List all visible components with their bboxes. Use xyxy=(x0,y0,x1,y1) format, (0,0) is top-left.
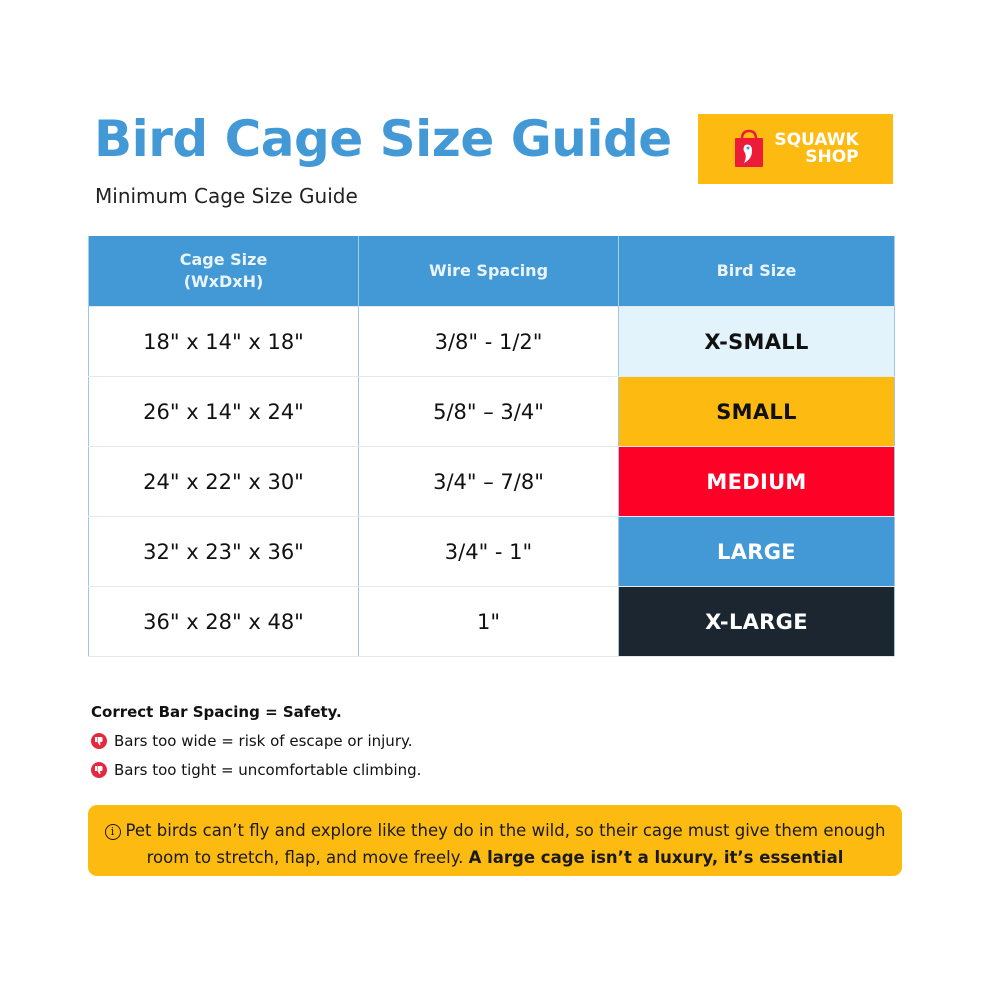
safety-notes xyxy=(91,703,421,788)
logo-line-1: SQUAWK xyxy=(774,130,859,150)
page-subtitle: Minimum Cage Size Guide xyxy=(95,184,358,208)
cell-cage-size: 32" x 23" x 36" xyxy=(89,517,359,587)
header-cage-size xyxy=(89,236,359,307)
info-callout xyxy=(88,805,902,876)
table-row xyxy=(89,377,895,447)
table-header-row xyxy=(89,236,895,307)
cell-bird-size: LARGE xyxy=(619,517,895,587)
header-bird-size: Bird Size xyxy=(619,236,895,307)
safety-item-text: Bars too tight = uncomfortable climbing. xyxy=(114,761,422,779)
table-row xyxy=(89,307,895,377)
table-row xyxy=(89,587,895,657)
thumbs-down-icon xyxy=(91,733,107,749)
header-wire-spacing: Wire Spacing xyxy=(359,236,619,307)
info-icon: i xyxy=(105,824,121,840)
cell-wire-spacing: 3/4" - 1" xyxy=(359,517,619,587)
cell-wire-spacing: 3/8" - 1/2" xyxy=(359,307,619,377)
cell-wire-spacing: 1" xyxy=(359,587,619,657)
cell-cage-size: 26" x 14" x 24" xyxy=(89,377,359,447)
safety-title: Correct Bar Spacing = Safety. xyxy=(91,703,342,721)
cell-cage-size: 36" x 28" x 48" xyxy=(89,587,359,657)
cell-wire-spacing: 3/4" – 7/8" xyxy=(359,447,619,517)
header-cage-size-unit: (WxDxH) xyxy=(183,272,264,291)
cell-cage-size: 18" x 14" x 18" xyxy=(89,307,359,377)
cell-bird-size: SMALL xyxy=(619,377,895,447)
table-row xyxy=(89,447,895,517)
shopping-bag-parrot-icon xyxy=(732,129,766,169)
cell-bird-size: MEDIUM xyxy=(619,447,895,517)
cell-bird-size: X-LARGE xyxy=(619,587,895,657)
cage-size-table xyxy=(88,236,895,657)
logo-wordmark xyxy=(774,132,858,166)
header-cage-size-label: Cage Size xyxy=(179,250,268,269)
safety-item xyxy=(91,730,421,752)
squawk-shop-logo xyxy=(698,114,893,184)
table-row xyxy=(89,517,895,587)
safety-item-text: Bars too wide = risk of escape or injury. xyxy=(114,732,413,750)
thumbs-down-icon xyxy=(91,762,107,778)
safety-item xyxy=(91,759,421,781)
callout-bold-text: A large cage isn’t a luxury, it’s essential xyxy=(468,848,844,867)
page-title: Bird Cage Size Guide xyxy=(94,110,672,168)
logo-line-2: SHOP xyxy=(805,147,859,167)
cell-wire-spacing: 5/8" – 3/4" xyxy=(359,377,619,447)
callout-text: Pet birds can’t fly and explore like they do in the wild, so their cage must give them enough room to stretch, flap, and move freely. xyxy=(125,821,886,867)
cell-cage-size: 24" x 22" x 30" xyxy=(89,447,359,517)
cell-bird-size: X-SMALL xyxy=(619,307,895,377)
